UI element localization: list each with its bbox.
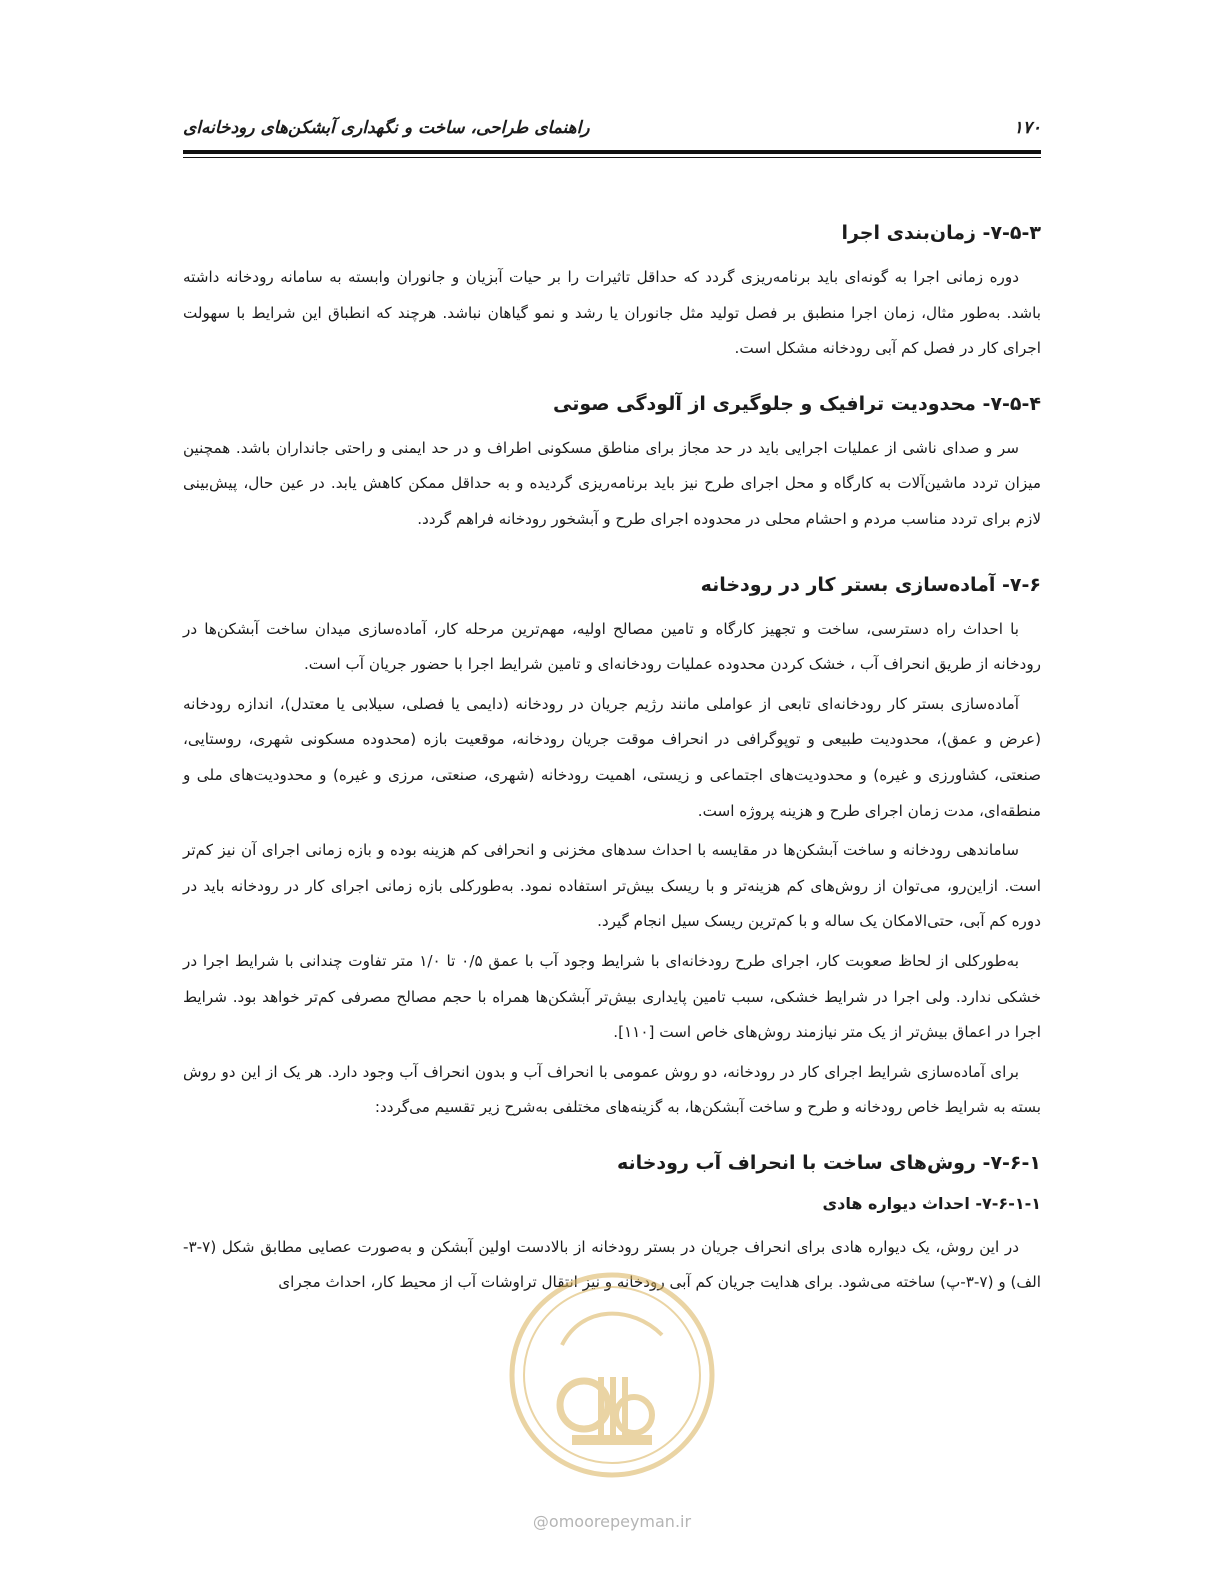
running-header <box>183 118 1041 144</box>
section-heading: ۷-۶-۱- روش‌های ساخت با انحراف آب رودخانه <box>616 1151 1041 1174</box>
header-title: راهنمای طراحی، ساخت و نگهداری آبشکن‌های رودخانه‌ای <box>183 118 590 138</box>
main-content <box>183 196 1041 1301</box>
watermark-logo <box>502 1265 722 1485</box>
section-heading: ۷-۶- آماده‌سازی بستر کار در رودخانه <box>700 573 1041 596</box>
header-rule-thin <box>183 157 1041 158</box>
paragraph: ساماندهی رودخانه و ساخت آبشکن‌ها در مقایسه با احداث سدهای مخزنی و انحرافی کم هزینه بوده و بازه زمانی اجرای آن نیز کم‌تر است. ازاین‌رو، می‌توان از روش‌های کم هزینه‌تر و با ریسک بیش‌تر استفاده نمود. به‌طورکلی بازه زمانی اجرای کار در رودخانه باید در دوره کم آبی، حتی‌الامکان یک ساله و با کم‌ترین ریسک سیل انجام گیرد. <box>183 841 1041 931</box>
page-number: ۱۷۰ <box>1013 118 1041 138</box>
section-diversion-methods <box>183 1148 1041 1178</box>
paragraph: برای آماده‌سازی شرایط اجرای کار در رودخانه، دو روش عمومی با انحراف آب و بدون انحراف آب وجود دارد. هر یک از این دو روش بسته به شرایط خاص رودخانه و طرح و ساخت آبشکن‌ها، به گزینه‌های مختلفی به‌شرح زیر تقسیم می‌گردد: <box>183 1062 1041 1117</box>
paragraph: به‌طورکلی از لحاظ صعوبت کار، اجرای طرح رودخانه‌ای با شرایط وجود آب با عمق ۰/۵ تا ۱/۰ متر تفاوت چندانی با شرایط اجرا در خشکی ندارد. ولی اجرا در شرایط خشکی، سبب تامین پایداری بیش‌تر آبشکن‌ها همراه با حجم مصالح مصرفی کم‌تر خواهد بود. شرایط اجرا در اعماق بیش‌تر از یک متر نیازمند روش‌های خاص است [۱۱۰]. <box>183 951 1041 1042</box>
paragraph: آماده‌سازی بستر کار رودخانه‌ای تابعی از عواملی مانند رژیم جریان در رودخانه (دایمی یا فصلی، سیلابی یا معتدل)، اندازه رودخانه (عرض و عمق)، محدودیت طبیعی و توپوگرافی در انحراف موقت جریان رودخانه، موقعیت بازه (محدوده مسکونی شهری، روستایی، صنعتی، کشاورزی و غیره) و محدودیت‌های اجتماعی و زیستی، اهمیت رودخانه (شهری، صنعتی، مرزی و غیره) و محدودیت‌های ملی و منطقه‌ای، مدت زمان اجرای طرح و هزینه پروژه است. <box>183 694 1041 820</box>
paragraph: دوره زمانی اجرا به گونه‌ای باید برنامه‌ریزی گردد که حداقل تاثیرات را بر حیات آبزیان و جانوران وابسته به سامانه رودخانه داشته باشد. به‌طور مثال، زمان اجرا منطبق بر فصل تولید مثل جانوران یا رشد و نمو گیاهان نباشد. هرچند که انطباق این شرایط با سهولت اجرای کار در فصل کم آبی رودخانه مشکل است. <box>183 268 1041 358</box>
section-traffic-noise <box>183 389 1041 538</box>
paragraph: سر و صدای ناشی از عملیات اجرایی باید در حد مجاز برای مناطق مسکونی اطراف و در حد ایمنی و راحتی جانداران باشد. همچنین میزان تردد ماشین‌آلات به کارگاه و محل اجرای طرح نیز باید برنامه‌ریزی گردیده و به حداقل ممکن کاهش یابد. در عین حال، پیش‌بینی لازم برای تردد مناسب مردم و احشام محلی در محدوده اجرای طرح و آبشخور رودخانه فراهم گردد. <box>183 438 1041 528</box>
section-heading: ۷-۵-۳- زمان‌بندی اجرا <box>841 222 1041 244</box>
paragraph: در این روش، یک دیواره هادی برای انحراف جریان در بستر رودخانه از بالادست اولین آبشکن و به‌صورت عصایی مطابق شکل (۷-۳-الف) و (۷-۳-پ) ساخته می‌شود. برای هدایت جریان کم آبی رودخانه و نیز انتقال تراوشات آب از محیط کار، احداث مجرای <box>183 1237 1041 1292</box>
section-site-preparation <box>183 570 1041 1126</box>
subsection-heading: ۷-۶-۱-۱- احداث دیواره هادی <box>822 1193 1041 1213</box>
paragraph: با احداث راه دسترسی، ساخت و تجهیز کارگاه و تامین مصالح اولیه، مهم‌ترین مرحله کار، آماده‌سازی میدان ساخت آبشکن‌ها در رودخانه از طریق انحراف آب ، خشک کردن محدوده عملیات رودخانه‌ای و تامین شرایط اجرا با حضور جریان آب است. <box>183 619 1041 674</box>
section-scheduling <box>183 218 1041 367</box>
header-rule-thick <box>183 150 1041 154</box>
watermark-url: @omoorepeyman.ir <box>532 1512 692 1531</box>
section-heading: ۷-۵-۴- محدودیت ترافیک و جلوگیری از آلودگی صوتی <box>553 392 1041 415</box>
